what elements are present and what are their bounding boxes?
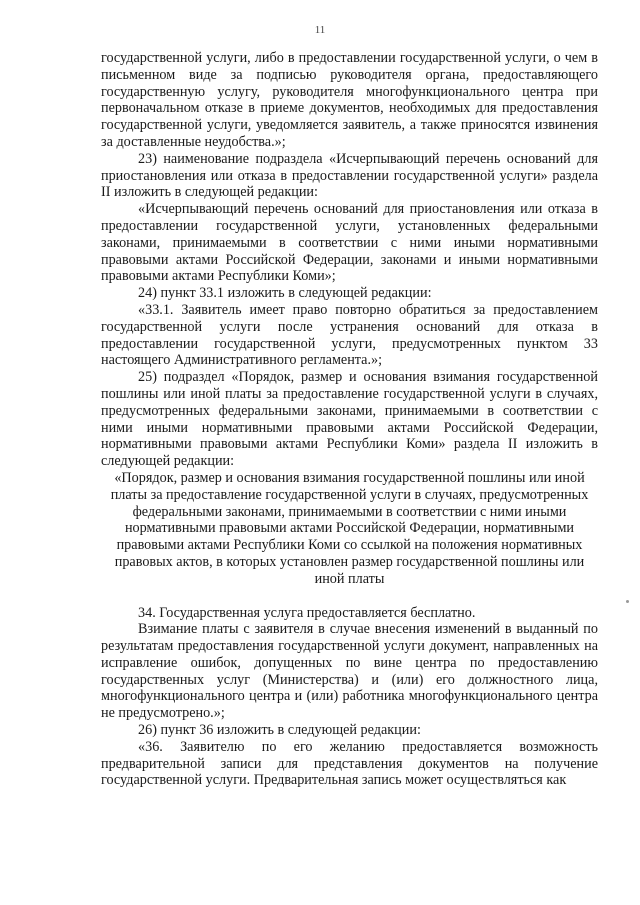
paragraph-point-34: 34. Государственная услуга предоставляется бесплатно. (138, 604, 476, 621)
paragraph-item-25: 25) подраздел «Порядок, размер и основания взимания государственной пошлины или иной платы за предоставление государственной услуги в случаях, предусмотренных федеральными законами, принимаемыми в соответствии с ними иными нормативными правовыми актами Российской Федерации, нормативными правовыми актами Республики Коми» раздела II изложить в следующей редакции: (101, 369, 598, 470)
document-body (101, 50, 598, 789)
paragraph-fee-clause: Взимание платы с заявителя в случае внесения изменений в выданный по результатам предоставления государственной услуги документ, направленных на исправление ошибок, допущенных по вине центра по предоставлению государственных услуг (Министерства) и (или) его должностного лица, многофункционального центра и (или) работника многофункционального центра не предусмотрено.»; (101, 621, 598, 722)
paragraph-item-24: 24) пункт 33.1 изложить в следующей редакции: (138, 285, 432, 302)
paragraph-quote-23: «Исчерпывающий перечень оснований для приостановления или отказа в предоставлении государственной услуги, установленных федеральными законами, принимаемыми в соответствии с ними иными нормативными правовыми актами Российской Федерации, законами и иными нормативными правовыми актами Республики Коми»; (101, 201, 598, 285)
page-number: 11 (314, 24, 326, 36)
paragraph-quote-33-1: «33.1. Заявитель имеет право повторно обратиться за предоставлением государственной услуги после устранения оснований для отказа в предоставлении государственной услуги, предусмотренных пунктом 33 настоящего Административного регламента.»; (101, 301, 598, 369)
paragraph-item-23: 23) наименование подраздела «Исчерпывающий перечень оснований для приостановления или отказа в предоставлении государственной услуги» раздела II изложить в следующей редакции: (101, 150, 598, 201)
scan-dot (626, 600, 629, 603)
spacer (101, 588, 598, 605)
paragraph-quote-36: «36. Заявителю по его желанию предоставляется возможность предварительной записи для представления документов на получение государственной услуги. Предварительная запись может осуществляться как (101, 738, 598, 789)
paragraph-item-26: 26) пункт 36 изложить в следующей редакции: (138, 722, 421, 739)
paragraph-continuation: государственной услуги, либо в предоставлении государственной услуги, о чем в письменном виде за подписью руководителя органа, предоставляющего государственную услугу, руководителя многофункционального центра при первоначальном отказе в приеме документов, необходимых для предоставления государственной услуги, уведомляется заявитель, а также приносятся извинения за доставленные неудобства.»; (101, 50, 598, 150)
section-heading-quote: «Порядок, размер и основания взимания государственной пошлины или иной платы за предоставление государственной услуги в случаях, предусмотренных федеральными законами, принимаемыми в соответствии с ними иными нормативными правовыми актами Российской Федерации, нормативными правовыми актами Республики Коми со ссылкой на положения нормативных правовых актов, в которых установлен размер государственной пошлины или иной платы (110, 469, 589, 587)
